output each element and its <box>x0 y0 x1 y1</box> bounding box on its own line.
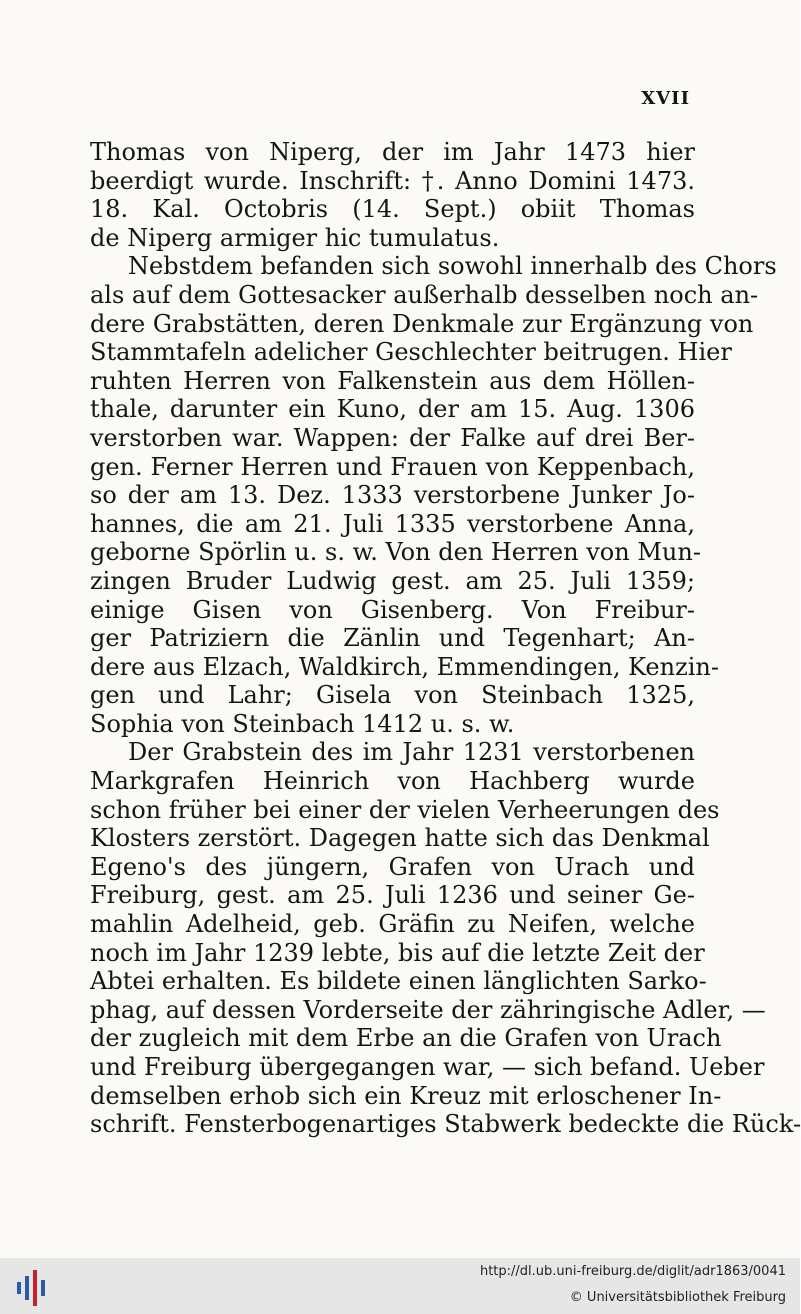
text-line: der zugleich mit dem Erbe an die Grafen von Urach <box>90 1024 722 1053</box>
copyright-notice: © Universitätsbibliothek Freiburg <box>569 1290 786 1305</box>
text-line: verstorben war. Wappen: der Falke auf drei Ber- <box>90 423 695 452</box>
text-line: noch im Jahr 1239 lebte, bis auf die letzte Zeit der <box>90 938 705 967</box>
text-line: ger Patriziern die Zänlin und Tegenhart; An- <box>90 624 695 653</box>
text-line: gen und Lahr; Gisela von Steinbach 1325, <box>90 681 695 710</box>
text-line: mahlin Adelheid, geb. Gräfin zu Neifen, welche <box>90 910 695 939</box>
ub-freiburg-logo-icon[interactable] <box>14 1268 48 1308</box>
text-line: Stammtafeln adelicher Geschlechter beitrugen. Hier <box>90 338 732 367</box>
text-line: 18. Kal. Octobris (14. Sept.) obiit Thomas <box>90 195 695 224</box>
text-line: gen. Ferner Herren und Frauen von Keppenbach, <box>90 452 695 481</box>
text-line: zingen Bruder Ludwig gest. am 25. Juli 1359; <box>90 566 695 595</box>
text-line: thale, darunter ein Kuno, der am 15. Aug. 1306 <box>90 395 695 424</box>
permalink-url[interactable]: http://dl.ub.uni-freiburg.de/diglit/adr1863/0041 <box>479 1264 786 1279</box>
text-line: Freiburg, gest. am 25. Juli 1236 und seiner Ge- <box>90 881 695 910</box>
text-line: Der Grabstein des im Jahr 1231 verstorbenen <box>128 738 695 767</box>
text-line: als auf dem Gottesacker außerhalb desselben noch an- <box>90 280 759 309</box>
text-line: beerdigt wurde. Inschrift: †. Anno Domini 1473. <box>90 166 695 195</box>
text-line: und Freiburg übergegangen war, — sich befand. Ueber <box>90 1053 765 1081</box>
text-line: geborne Spörlin u. s. w. Von den Herren von Mun- <box>90 538 701 567</box>
text-line: Markgrafen Heinrich von Hachberg wurde <box>90 767 695 796</box>
page-text <box>90 138 801 1139</box>
text-line: schrift. Fensterbogenartiges Stabwerk bedeckte die Rück- <box>90 1110 801 1139</box>
text-line: demselben erhob sich ein Kreuz mit erloschener In- <box>90 1081 722 1110</box>
text-line: einige Gisen von Gisenberg. Von Freibur- <box>90 595 695 624</box>
text-line: ruhten Herren von Falkenstein aus dem Höllen- <box>90 366 695 395</box>
page-number: XVII <box>641 88 690 109</box>
text-line: dere aus Elzach, Waldkirch, Emmendingen, Kenzin- <box>90 652 719 681</box>
text-line: hannes, die am 21. Juli 1335 verstorbene Anna, <box>90 509 695 538</box>
text-line: Sophia von Steinbach 1412 u. s. w. <box>90 709 515 738</box>
text-line: Abtei erhalten. Es bildete einen länglichten Sarko- <box>90 967 707 996</box>
viewer-footer <box>0 1258 800 1314</box>
text-line: phag, auf dessen Vorderseite der zähringische Adler, — <box>90 995 766 1024</box>
text-line: Egeno's des jüngern, Grafen von Urach und <box>90 852 695 881</box>
text-line: Klosters zerstört. Dagegen hatte sich das Denkmal <box>90 824 710 853</box>
text-line: de Niperg armiger hic tumulatus. <box>90 223 500 252</box>
text-line: schon früher bei einer der vielen Verheerungen des <box>90 795 720 824</box>
text-line: so der am 13. Dez. 1333 verstorbene Junker Jo- <box>90 481 695 510</box>
text-line: dere Grabstätten, deren Denkmale zur Ergänzung von <box>90 309 754 338</box>
text-line: Thomas von Niperg, der im Jahr 1473 hier <box>90 138 695 166</box>
text-line: Nebstdem befanden sich sowohl innerhalb des Chors <box>128 252 777 281</box>
